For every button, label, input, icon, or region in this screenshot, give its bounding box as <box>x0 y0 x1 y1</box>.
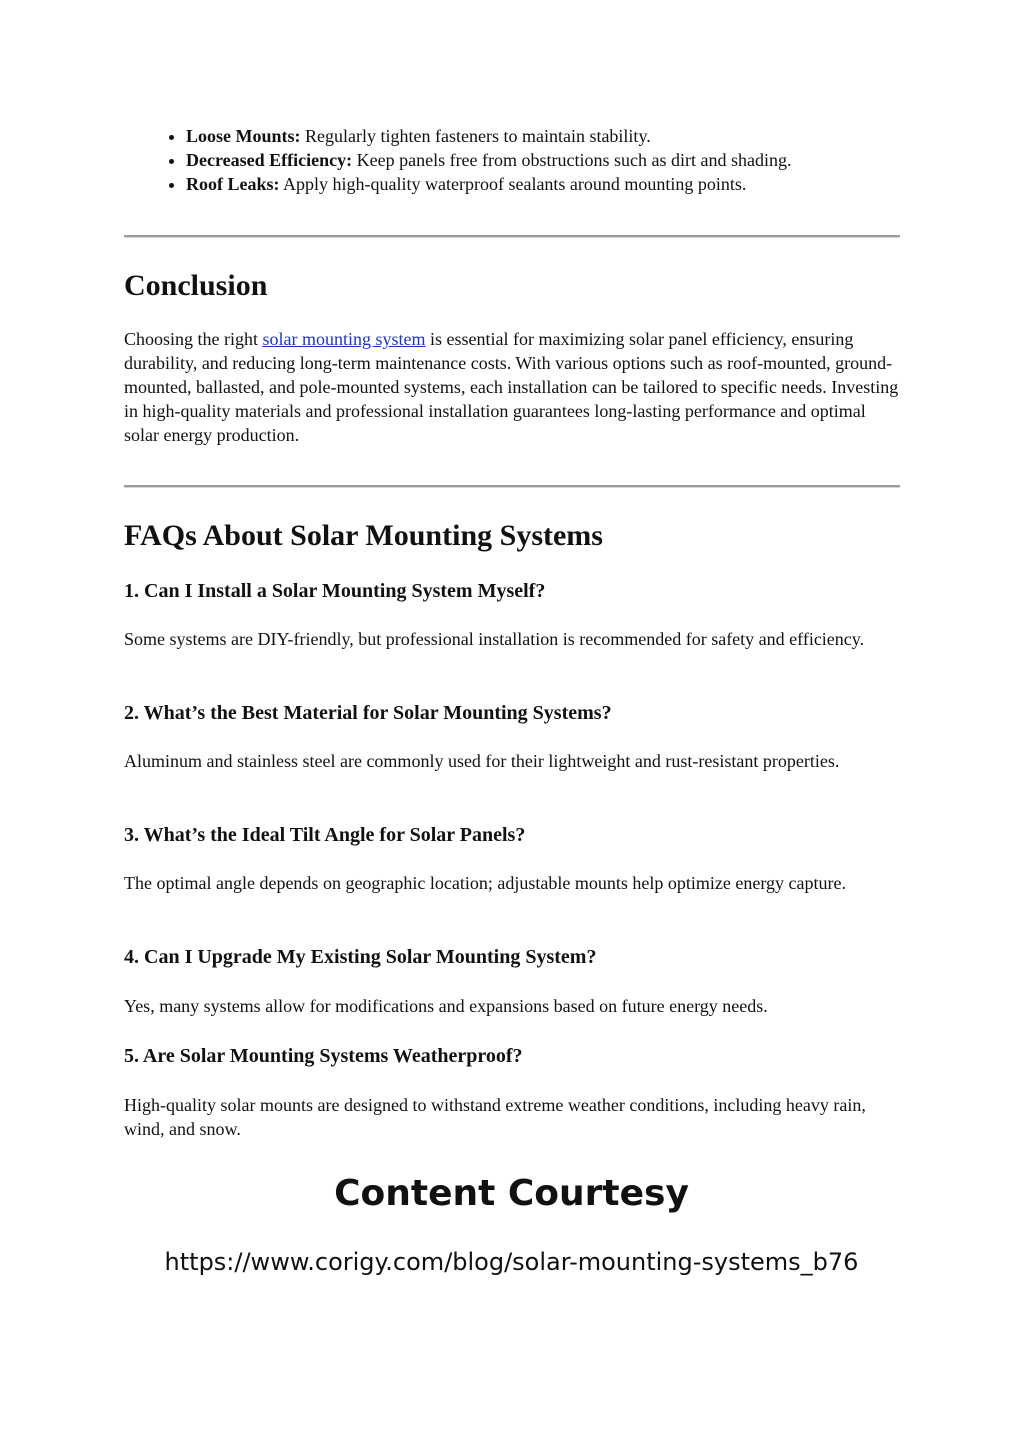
faq-question-5: 5. Are Solar Mounting Systems Weatherproof? <box>124 1045 523 1067</box>
content-courtesy-url: https://www.corigy.com/blog/solar-mounting-systems_b76 <box>164 1248 859 1276</box>
section-divider <box>124 235 900 238</box>
issue-text: Keep panels free from obstructions such as dirt and shading. <box>352 150 792 170</box>
issue-label: Roof Leaks: <box>186 174 280 194</box>
issue-label: Loose Mounts: <box>186 126 301 146</box>
conclusion-text-start: Choosing the right <box>124 329 263 349</box>
section-divider <box>124 485 900 488</box>
faq-answer-2: Aluminum and stainless steel are commonly used for their lightweight and rust-resistant properties. <box>124 751 840 771</box>
faq-answer-5: High-quality solar mounts are designed to withstand extreme weather conditions, including heavy rain, wind, and snow. <box>124 1095 866 1139</box>
maintenance-issues-list <box>124 124 900 196</box>
solar-mounting-system-link[interactable]: solar mounting system <box>262 329 426 349</box>
conclusion-paragraph <box>124 327 900 447</box>
faq-question-1: 1. Can I Install a Solar Mounting System Myself? <box>124 580 546 602</box>
conclusion-heading: Conclusion <box>124 269 268 302</box>
content-courtesy-title: Content Courtesy <box>334 1173 689 1214</box>
list-item <box>186 172 900 196</box>
list-item <box>186 148 900 172</box>
faq-answer-4: Yes, many systems allow for modifications and expansions based on future energy needs. <box>124 996 768 1016</box>
faq-question-4: 4. Can I Upgrade My Existing Solar Mounting System? <box>124 946 597 968</box>
issue-text: Regularly tighten fasteners to maintain stability. <box>300 126 651 146</box>
faq-answer-1: Some systems are DIY-friendly, but professional installation is recommended for safety and efficiency. <box>124 629 865 649</box>
issue-label: Decreased Efficiency: <box>186 150 353 170</box>
faqs-heading: FAQs About Solar Mounting Systems <box>124 519 603 552</box>
issue-text: Apply high-quality waterproof sealants around mounting points. <box>279 174 747 194</box>
faq-question-3: 3. What’s the Ideal Tilt Angle for Solar Panels? <box>124 824 526 846</box>
list-item <box>186 124 900 148</box>
conclusion-text-end: is essential for maximizing solar panel efficiency, ensuring durability, and reducing long-term maintenance costs. With various options such as roof-mounted, ground-mounted, ballasted, and pole-mounted systems, each installation can be tailored to specific needs. Investing in high-quality materials and professional installation guarantees long-lasting performance and optimal solar energy production. <box>124 329 899 445</box>
faq-answer-3: The optimal angle depends on geographic location; adjustable mounts help optimize energy capture. <box>124 873 846 893</box>
faq-question-2: 2. What’s the Best Material for Solar Mounting Systems? <box>124 702 612 724</box>
